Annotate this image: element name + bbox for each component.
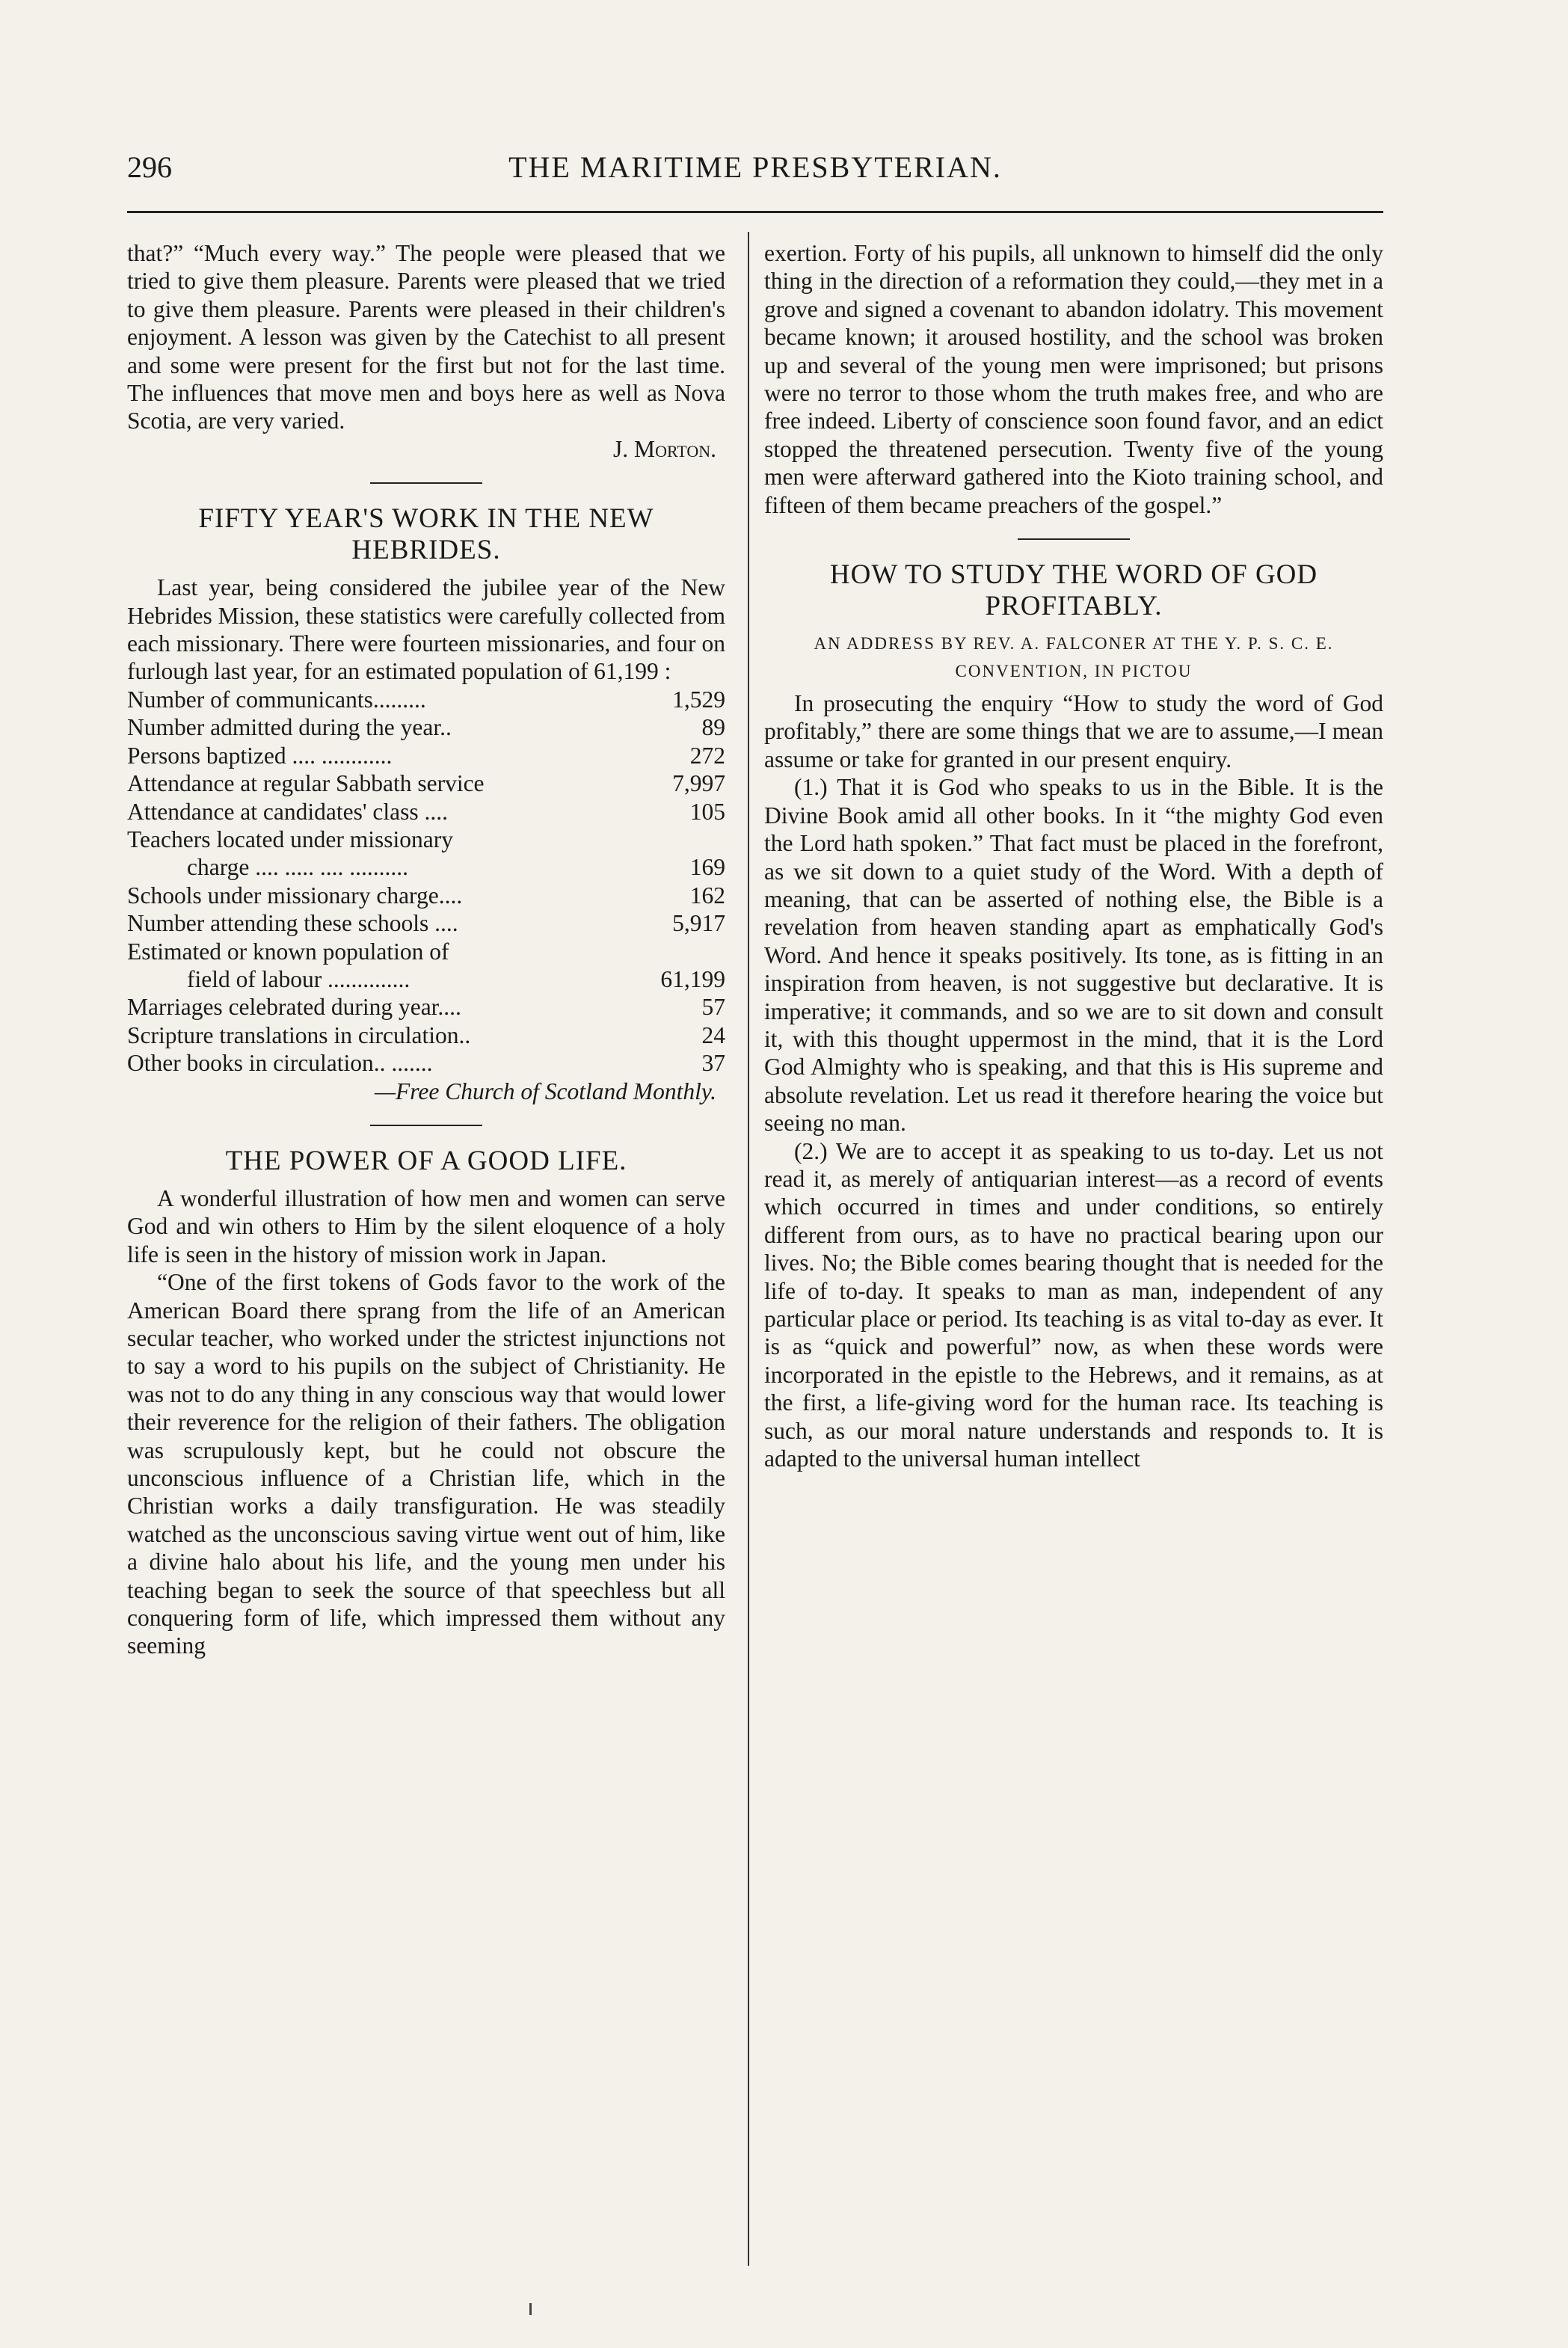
stat-label: Teachers located under missionary <box>127 826 454 852</box>
stat-value: 7,997 <box>672 770 725 797</box>
stat-row <box>127 993 725 1021</box>
stat-row <box>127 1049 725 1077</box>
stat-label: charge .... ..... .... .......... <box>187 854 408 881</box>
stat-row <box>127 882 725 909</box>
stat-label: Other books in circulation.. ....... <box>127 1050 433 1077</box>
stat-value <box>643 938 725 965</box>
stat-row <box>127 713 725 741</box>
print-mark <box>529 2303 532 2315</box>
stat-value: 61,199 <box>660 965 725 992</box>
article-title-study-word: HOW TO STUDY THE WORD OF GOD PROFITABLY. <box>829 559 1318 622</box>
right-column <box>764 239 1383 1472</box>
section-divider <box>1018 538 1130 540</box>
section-divider <box>370 1125 482 1126</box>
stat-value: 89 <box>701 714 725 741</box>
stat-value <box>643 826 725 853</box>
stat-row <box>127 1021 725 1049</box>
stat-row <box>127 769 725 797</box>
stat-value: 37 <box>701 1050 725 1077</box>
article-title-new-hebrides: FIFTY YEAR'S WORK IN THE NEW HEBRIDES. <box>198 503 654 566</box>
study-paragraph-1: In prosecuting the enquiry “How to study the word of God profitably,” there are some things that we are to assume,—I mean assume or take for granted in our present enquiry. <box>764 690 1383 772</box>
stat-value: 105 <box>689 798 725 825</box>
stat-row <box>127 965 725 993</box>
address-byline: AN ADDRESS BY REV. A. FALCONER AT THE Y. P. S. C. E. CONVENTION, IN PICTOU <box>814 634 1334 681</box>
stat-label: field of labour .............. <box>187 965 411 992</box>
signature: J. Morton. <box>613 435 716 462</box>
section-divider <box>370 482 482 484</box>
stat-row <box>127 742 725 769</box>
stat-row <box>127 853 725 881</box>
page-header <box>127 150 1383 194</box>
source-attribution: —Free Church of Scotland Monthly. <box>375 1078 716 1104</box>
statistics-table <box>127 686 725 1078</box>
running-title: THE MARITIME PRESBYTERIAN. <box>508 150 1002 184</box>
stat-label: Marriages celebrated during year.... <box>127 994 461 1021</box>
stat-row <box>127 686 725 713</box>
stat-label: Attendance at candidates' class .... <box>127 798 449 825</box>
stat-value: 5,917 <box>672 910 725 937</box>
new-hebrides-intro: Last year, being considered the jubilee year of the New Hebrides Mission, these statistics were carefully collected from each missionary. There were fourteen missionaries, and four on furlough last year, for an estimated population of 61,199 : <box>127 574 725 685</box>
stat-value: 57 <box>701 994 725 1021</box>
stat-value: 169 <box>689 854 725 881</box>
column-divider <box>748 232 749 2266</box>
stat-value: 1,529 <box>672 686 725 713</box>
stat-label: Scripture translations in circulation.. <box>127 1021 471 1048</box>
power-paragraph-1: A wonderful illustration of how men and women can serve God and win others to Him by the silent eloquence of a holy life is seen in the history of mission work in Japan. <box>127 1184 725 1267</box>
stat-row <box>127 938 725 965</box>
stat-value: 162 <box>689 882 725 909</box>
stat-label: Number attending these schools .... <box>127 910 458 937</box>
stat-label: Attendance at regular Sabbath service <box>127 770 485 797</box>
article-title-power-of-good-life: THE POWER OF A GOOD LIFE. <box>225 1145 627 1176</box>
stat-label: Number admitted during the year.. <box>127 714 452 741</box>
stat-label: Estimated or known population of <box>127 938 449 965</box>
header-rule <box>127 211 1383 213</box>
stat-value: 24 <box>701 1021 725 1048</box>
page-number: 296 <box>127 150 172 184</box>
stat-label: Persons baptized .... ............ <box>127 742 393 769</box>
stat-label: Number of communicants......... <box>127 686 426 713</box>
stat-label: Schools under missionary charge.... <box>127 882 463 909</box>
left-column <box>127 239 725 1660</box>
power-paragraph-2: “One of the first tokens of Gods favor to the work of the American Board there sprang from the life of an American secular teacher, who worked under the strictest injunctions not to say a word to his pupils on the subject of Christianity. He was not to do any thing in any conscious way that would lower their reverence for the religion of their fathers. The obligation was scrupulously kept, but he could not obscure the unconscious influence of a Christian life, which in the Christian works a daily transfiguration. He was steadily watched as the unconscious saving virtue went out of him, like a divine halo about his life, and the young men under his teaching began to seek the source of that speechless but all conquering form of life, which impressed them without any seeming <box>127 1269 725 1659</box>
study-paragraph-3: (2.) We are to accept it as speaking to us to-day. Let us not read it, as merely of antiquarian interest—as a record of events which occurred in times and under conditions, so entirely different from ours, as to have no practical bearing upon our lives. No; the Bible comes bearing thought that is needed for the life of to-day. It speaks to man as man, independent of any particular place or period. Its teaching is as vital to-day as ever. It is as “quick and powerful” now, as when these words were incorporated in the epistle to the Hebrews, and it remains, as at the first, a life-giving word for the human race. Its teaching is such, as our moral nature understands and responds to. It is adapted to the universal human intellect <box>764 1137 1383 1472</box>
power-paragraph-continued: exertion. Forty of his pupils, all unknown to himself did the only thing in the direction of a reformation they could,—they met in a grove and signed a covenant to abandon idolatry. This movement became known; it aroused hostility, and the school was broken up and several of the young men were imprisoned; but prisons were no terror to those whom the truth makes free, and who are free indeed. Liberty of conscience soon found favor, and an edict stopped the threatened persecution. Twenty five of the young men were afterward gathered into the Kioto training school, and fifteen of them became preachers of the gospel.” <box>764 240 1383 518</box>
stat-value: 272 <box>689 742 725 769</box>
stat-row <box>127 909 725 937</box>
stat-row <box>127 798 725 826</box>
stat-row <box>127 826 725 853</box>
study-paragraph-2: (1.) That it is God who speaks to us in the Bible. It is the Divine Book amid all other books. In it “the mighty God even the Lord hath spoken.” That fact must be placed in the forefront, as we sit down to a quiet study of the Word. With a depth of meaning, that can be asserted of nothing else, the Bible is a revelation from heaven standing apart as emphatically God's Word. And hence it speaks positively. Its tone, as is fitting in an inspiration from heaven, is not suggestive but declarative. It is imperative; it commands, and so we are to sit down and consult it, with this thought uppermost in the mind, that it is the Lord God Almighty who is speaking, and that this is His supreme and absolute revelation. Let us read it therefore hearing the voice but seeing no man. <box>764 774 1383 1137</box>
morton-letter-ending: that?” “Much every way.” The people were pleased that we tried to give them pleasure. Parents were pleased that we tried to give them pleasure. Parents were pleased in their children's enjoyment. A lesson was given by the Catechist to all present and some were present for the first but not for the last time. The influences that move men and boys here as well as Nova Scotia, are very varied. <box>127 240 725 434</box>
